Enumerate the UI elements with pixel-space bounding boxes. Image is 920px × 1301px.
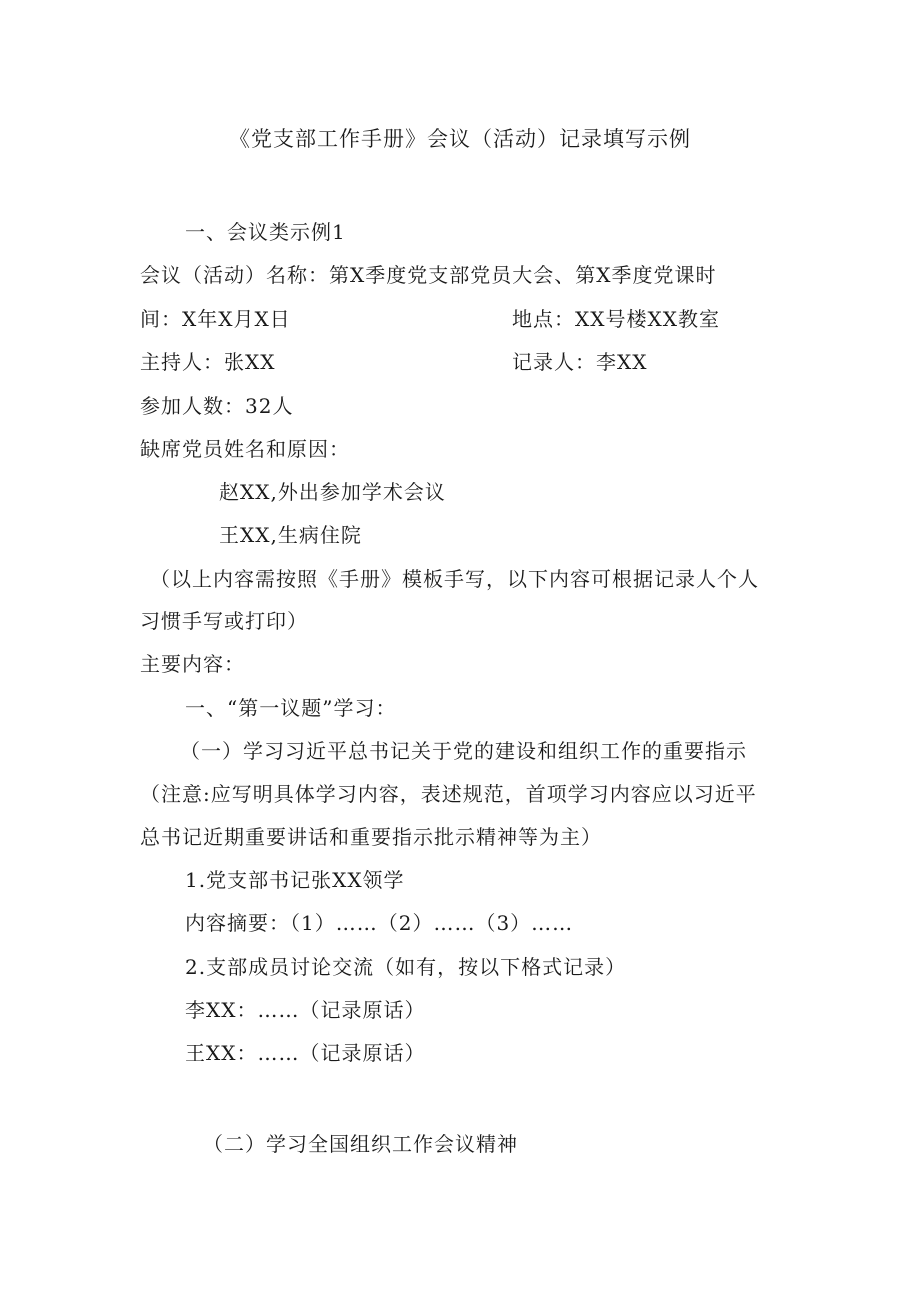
subtopic-1-line-1: （一）学习习近平总书记关于党的建设和组织工作的重要指示 bbox=[180, 739, 747, 763]
speaker-2: 王XX：……（记录原话） bbox=[185, 1041, 426, 1065]
document-title: 《党支部工作手册》会议（活动）记录填写示例 bbox=[229, 127, 691, 151]
meeting-name: 会议（活动）名称：第X季度党支部党员大会、第X季度党课时 bbox=[140, 263, 717, 287]
meeting-location: 地点：XX号楼XX教室 bbox=[512, 307, 720, 331]
absent-member-1: 赵XX,外出参加学术会议 bbox=[219, 480, 446, 504]
subtopic-1-line-2: （注意:应写明具体学习内容，表述规范，首项学习内容应以习近平 bbox=[140, 782, 757, 806]
subtopic-2: （二）学习全国组织工作会议精神 bbox=[203, 1132, 518, 1156]
topic-1-heading: 一、“第一议题”学习： bbox=[185, 696, 397, 720]
subtopic-1-line-3: 总书记近期重要讲话和重要指示批示精神等为主） bbox=[140, 825, 602, 849]
absent-member-2: 王XX,生病住院 bbox=[219, 523, 362, 547]
section-heading: 一、会议类示例1 bbox=[185, 220, 346, 244]
meeting-host: 主持人：张XX bbox=[140, 350, 276, 374]
note-line-1: （以上内容需按照《手册》模板手写，以下内容可根据记录人个人 bbox=[150, 567, 759, 591]
note-line-2: 习惯手写或打印） bbox=[140, 609, 308, 633]
absent-label: 缺席党员姓名和原因： bbox=[140, 437, 350, 461]
main-content-label: 主要内容： bbox=[140, 652, 245, 676]
attendee-count: 参加人数：32人 bbox=[140, 394, 294, 418]
meeting-recorder: 记录人：李XX bbox=[512, 350, 648, 374]
item-1: 1.党支部书记张XX领学 bbox=[185, 868, 405, 892]
meeting-time: 间：X年X月X日 bbox=[140, 307, 291, 331]
speaker-1: 李XX：……（记录原话） bbox=[185, 998, 426, 1022]
item-2: 2.支部成员讨论交流（如有，按以下格式记录） bbox=[185, 955, 627, 979]
item-1-summary: 内容摘要：（1）……（2）……（3）…… bbox=[185, 911, 574, 935]
